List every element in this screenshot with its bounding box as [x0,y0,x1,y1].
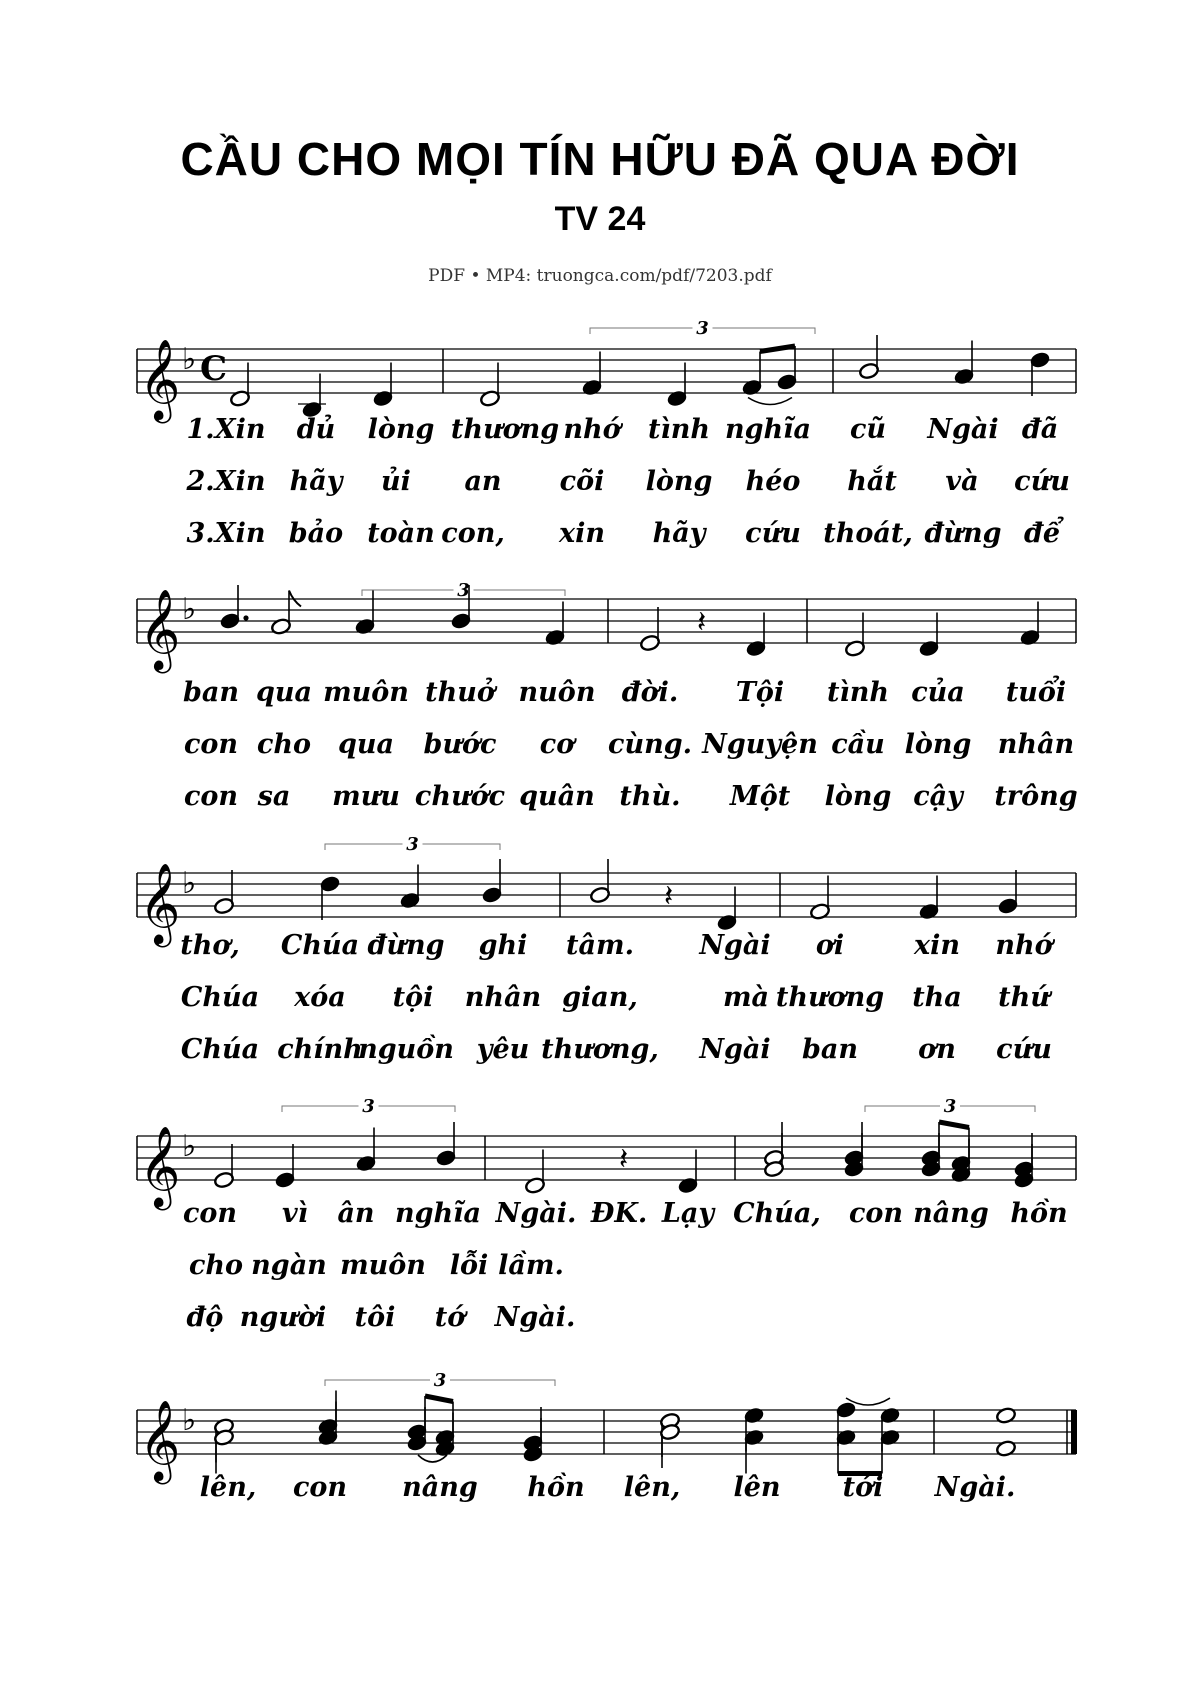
lyric-syllable: hồn [1010,1198,1068,1229]
lyric-line-1-2 [0,462,1200,502]
lyric-syllable: lên, [199,1472,257,1503]
note [213,870,234,915]
lyric-syllable: tuổi [1005,677,1067,708]
lyric-syllable: mưu [332,781,400,812]
beam [760,346,795,352]
lyric-line-4-2 [0,1246,1200,1286]
note [274,1144,295,1189]
song-subtitle: TV 24 [554,200,646,238]
lyric-syllable: mà [722,982,770,1013]
lyric-syllable: nhớ [563,414,621,445]
lyric-syllable: hãy [289,466,343,497]
note [219,585,248,630]
lyric-syllable: trông [994,781,1078,812]
lyric-syllable: vì [282,1198,308,1229]
lyric-syllable: chính [277,1034,363,1065]
tuplet-bracket [325,834,500,855]
note [835,1429,856,1474]
lyric-syllable: qua [255,677,313,708]
lyric-syllable: bảo [288,518,344,549]
lyric-syllable: thơ, [180,930,240,961]
note [858,335,879,380]
lyric-syllable: nhân [464,982,542,1013]
flat-icon: ♭ [182,866,197,901]
lyric-syllable: tha [912,982,962,1013]
note [589,859,610,904]
lyric-syllable: thuở [425,677,495,708]
lyric-syllable: an [464,466,502,497]
lyric-syllable: thù. [619,781,681,812]
lyric-line-4-3 [0,1298,1200,1338]
lyric-syllable: con [182,1198,238,1229]
lyric-syllable: hồn [527,1472,585,1503]
lyric-syllable: xin [914,930,960,961]
lyric-syllable: ân [337,1198,375,1229]
lyric-line-1-3 [0,514,1200,554]
tie [418,1455,447,1462]
lyric-syllable: lòng [824,781,892,812]
lyric-syllable: cho [256,729,312,760]
song-title: CẦU CHO MỌI TÍN HỮU ĐÃ QUA ĐỜI [180,133,1020,185]
note [229,363,250,408]
lyric-syllable: tôi [354,1302,396,1333]
lyric-syllable: chước [414,781,506,812]
lyric-syllable: muôn [340,1250,426,1281]
lyric-syllable: nuôn [518,677,596,708]
quarter-rest: 𝄽 [619,1142,629,1177]
note [918,876,939,921]
lyric-syllable: nhân [997,729,1075,760]
lyric-line-5-1 [0,1468,1200,1508]
lyric-syllable: ơi [815,930,845,961]
flat-icon: ♭ [182,342,197,377]
lyric-syllable: thoát, [823,518,913,549]
note [1019,602,1040,647]
lyric-syllable: cứu [1014,466,1070,497]
lyric-syllable: con, [441,518,505,549]
tuplet-bracket [362,580,565,601]
lyric-syllable: yêu [476,1034,530,1065]
note [918,613,939,658]
lyric-syllable: thứ [998,982,1050,1013]
lyric-syllable: nguồn [358,1034,454,1065]
source-link[interactable]: PDF • MP4: truongca.com/pdf/7203.pdf [428,266,772,286]
lyric-syllable: thương [450,414,560,445]
note [481,859,502,904]
note [677,1150,698,1195]
lyric-syllable: tình [648,414,710,445]
lyric-syllable: Một [729,781,791,812]
tuplet-number: 3 [433,1370,447,1391]
note [844,613,865,658]
lyric-syllable: để [1023,518,1061,549]
lyric-syllable: Ngài [699,930,771,961]
tuplet-number: 3 [406,834,419,855]
lyric-line-4-1 [0,1194,1200,1234]
lyric-syllable: cũ [849,414,887,445]
lyric-syllable: của [911,677,965,708]
lyric-syllable: tới [842,1472,884,1503]
lyric-syllable: đừng [924,518,1002,549]
lyric-syllable: hãy [652,518,706,549]
lyric-syllable: ngàn [251,1250,327,1281]
lyric-syllable: tội [392,982,434,1013]
lyric-line-2-2 [0,725,1200,765]
lyric-syllable: thương [775,982,885,1013]
lyric-syllable: 3.Xin [186,518,266,549]
note [435,1122,456,1167]
lyric-syllable: cầu [831,729,885,760]
note [581,352,602,397]
treble-clef-icon: 𝄞 [139,1125,181,1207]
quarter-rest: 𝄽 [664,879,674,914]
note [1029,351,1050,396]
lyric-syllable: gian, [562,982,638,1013]
note [399,865,420,910]
note [995,1440,1016,1458]
lyric-syllable: nâng [913,1198,989,1229]
lyric-syllable: cứu [996,1034,1052,1065]
note [544,602,565,647]
note [479,363,500,408]
lyric-syllable: lòng [645,466,713,497]
lyric-syllable: 1.Xin [186,414,266,445]
lyric-syllable: lên, [623,1472,681,1503]
note [213,1144,234,1189]
note [659,1423,680,1468]
lyric-syllable: Chúa [280,930,360,961]
lyric-syllable: và [945,466,979,497]
note [639,607,660,652]
lyric-line-2-3 [0,777,1200,817]
tuplet-bracket [282,1096,455,1117]
tuplet-bracket [590,318,815,339]
lyric-syllable: cậy [913,781,963,812]
lyric-syllable: lên [733,1472,781,1503]
lyric-syllable: cứu [745,518,801,549]
lyric-syllable: ủi [381,466,411,497]
lyric-syllable: người [239,1302,327,1333]
lyric-line-2-1 [0,673,1200,713]
final-barline-thick [1071,1410,1077,1454]
lyric-syllable: nâng [402,1472,478,1503]
notehead [995,1440,1016,1458]
lyric-syllable: lòng [367,414,435,445]
tuplet-number: 3 [457,580,470,601]
lyric-syllable: độ [186,1302,224,1333]
lyric-syllable: Ngài [699,1034,771,1065]
lyric-syllable: héo [745,466,801,497]
lyric-syllable: thương, [541,1034,659,1065]
lyric-syllable: 2.Xin [186,466,266,497]
lyric-syllable: lòng [904,729,972,760]
time-signature: C [200,349,228,389]
lyric-syllable: Tội [735,677,785,708]
lyric-syllable: Lạy [661,1198,715,1229]
note [741,352,762,397]
lyric-syllable: Ngài [927,414,999,445]
note [743,1429,764,1474]
lyric-line-3-2 [0,978,1200,1018]
dot [243,615,248,620]
lyric-syllable: dủ [296,414,336,445]
lyric-syllable: cho [188,1250,244,1281]
lyric-syllable: hắt [847,466,897,497]
tuplet-bracket [325,1370,555,1391]
note [953,341,974,386]
tie [846,1398,890,1405]
note [997,870,1018,915]
note [524,1150,545,1195]
note [716,887,737,932]
lyric-syllable: con [183,729,239,760]
lyric-syllable: Chúa [180,1034,260,1065]
lyric-line-3-3 [0,1030,1200,1070]
note [995,1407,1016,1425]
lyric-syllable: ghi [478,930,528,961]
lyric-syllable: Ngài. [494,1302,576,1333]
tuplet-number: 3 [696,318,709,339]
lyric-syllable: tớ [434,1302,466,1333]
note [879,1429,900,1474]
lyric-syllable: quân [519,781,595,812]
lyric-syllable: lỗi [449,1250,489,1281]
lyric-syllable: bước [423,729,497,760]
beam [939,1122,969,1128]
lyric-syllable: con [292,1472,348,1503]
lyric-syllable: tình [827,677,889,708]
lyric-syllable: Nguyện [702,729,818,760]
quarter-rest: 𝄽 [697,605,707,640]
lyric-syllable: tâm. [566,930,634,961]
lyric-syllable: qua [337,729,395,760]
lyric-syllable: đã [1021,414,1059,445]
lyric-syllable: ban [182,677,240,708]
treble-clef-icon: 𝄞 [139,338,181,420]
lyric-syllable: xin [559,518,605,549]
note [666,363,687,408]
lyric-line-3-1 [0,926,1200,966]
lyric-syllable: toàn [367,518,435,549]
lyric-syllable: Chúa [180,982,260,1013]
notehead [995,1407,1016,1425]
note [270,591,301,636]
tuplet-bracket [865,1096,1035,1117]
lyric-syllable: nghĩa [725,414,811,445]
lyric-syllable: Ngài. [495,1198,577,1229]
beam [425,1396,453,1402]
lyric-line-1-1 [0,410,1200,450]
flat-icon: ♭ [182,1403,197,1438]
lyric-syllable: xóa [294,982,346,1013]
note [745,613,766,658]
note [354,591,375,636]
lyric-syllable: nghĩa [395,1198,481,1229]
lyric-syllable: cơ [539,729,575,760]
lyric-syllable: ơn [918,1034,956,1065]
tie [748,398,792,405]
tuplet-number: 3 [362,1096,375,1117]
note [809,876,830,921]
flat-icon: ♭ [182,1129,197,1164]
treble-clef-icon: 𝄞 [139,862,181,944]
lyric-syllable: ĐK. [590,1198,648,1229]
treble-clef-icon: 𝄞 [139,588,181,670]
note [372,363,393,408]
lyric-syllable: cõi [559,466,605,497]
tuplet-number: 3 [943,1096,957,1117]
lyric-syllable: muôn [323,677,409,708]
treble-clef-icon: 𝄞 [139,1399,181,1481]
lyric-syllable: ban [801,1034,859,1065]
lyric-syllable: đừng [367,930,445,961]
lyric-syllable: Chúa, [733,1198,821,1229]
lyric-syllable: sa [257,781,291,812]
lyric-syllable: Ngài. [934,1472,1016,1503]
note [319,875,340,920]
lyric-syllable: con [183,781,239,812]
lyric-syllable: lầm. [498,1250,564,1281]
lyric-syllable: đời. [621,677,679,708]
note [355,1128,376,1173]
lyric-syllable: nhớ [995,930,1053,961]
note [776,346,797,391]
note [213,1429,234,1474]
lyric-syllable: cùng. [608,729,692,760]
lyric-syllable: con [848,1198,904,1229]
flat-icon: ♭ [182,592,197,627]
